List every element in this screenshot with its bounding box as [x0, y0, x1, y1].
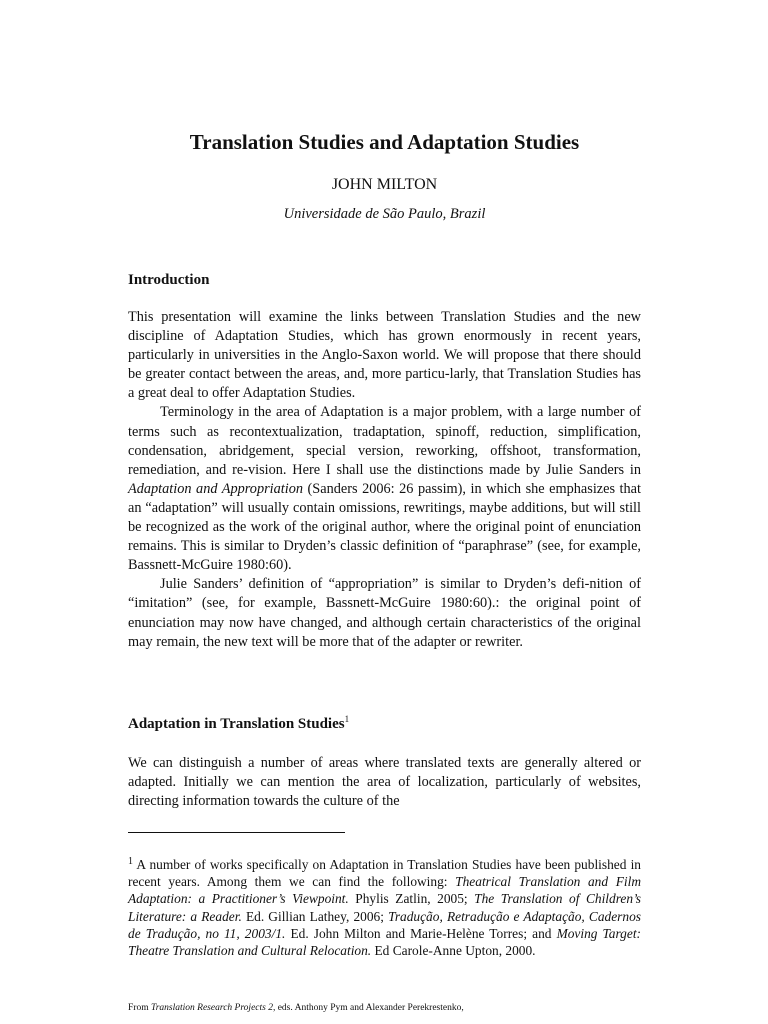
paragraph: Julie Sanders’ definition of “appropriation” is similar to Dryden’s defi-nition of “imitation” (see, for example, Bassnett-McGuire 1980:60).: the original point of enunciation may now have changed, and although certain characteristics of the original may remain, the new text will be more that of the adapter or rewriter. — [128, 576, 641, 650]
source-line — [128, 1002, 648, 1014]
adaptation-body — [128, 754, 641, 811]
footnote-work-title: Tradução, Retradução e Adaptação, Cadernos de Tradução, no 11, 2003/1. — [128, 908, 641, 941]
source-book-title: Translation Research Projects 2 — [150, 1003, 273, 1013]
paragraph-text: Terminology in the area of Adaptation is a major problem, with a large number of terms such as recontextualization, tradaptation, spinoff, reduction, simplification, condensation, abridgement, special version, reworking, offshoot, transformation, remediation, and re-vision. Here I shall use the distinctions made by Julie Sanders in — [128, 404, 641, 478]
paragraph-text: (Sanders 2006: 26 passim), in which she emphasizes that an “adaptation” will usually contain omissions, rewritings, maybe additions, but will still be recognized as the work of the original author, where the original point of enunciation remains. This is similar to Dryden’s classic definition of “paraphrase” (see, for example, Bassnett-McGuire 1980:60). — [128, 480, 641, 574]
footnote-marker: 1 — [344, 714, 350, 724]
source-text: , eds. Anthony Pym and Alexander Perekrestenko, — [272, 1003, 464, 1013]
footnote-text: A number of works specifically on Adaptation in Translation Studies have been published in recent years. Among them we can find the following: — [128, 857, 641, 890]
footnote-text: Ed. Gillian Lathey, 2006; — [241, 908, 389, 924]
author-name: JOHN MILTON — [331, 176, 438, 193]
footnote-work-title: Theatrical Translation and Film Adaptation: a Practitioner’s Viewpoint. — [128, 874, 641, 907]
paragraph: This presentation will examine the links between Translation Studies and the new discipline of Adaptation Studies, which has grown enormously in recent years, particularly in universities in the Anglo-Saxon world. We will propose that there should be greater contact between the areas, and, more particu-larly, that Translation Studies has a great deal to offer Adaptation Studies. — [128, 309, 641, 402]
footnote-separator — [128, 832, 345, 833]
introduction-body — [128, 308, 641, 652]
footnote — [128, 856, 641, 959]
footnote-work-title: The Translation of Children’s Literature: a Reader. — [128, 891, 642, 924]
footnote-text: Phylis Zatlin, 2005; — [348, 891, 475, 907]
author-affiliation: Universidade de São Paulo, Brazil — [283, 206, 486, 222]
paragraph: We can distinguish a number of areas where translated texts are generally altered or adapted. Initially we can mention the area of localization, particularly of websites, directing information towards the culture of the — [128, 755, 641, 810]
paragraph — [128, 403, 641, 575]
paper-title: Translation Studies and Adaptation Studies — [189, 130, 580, 154]
section-heading-adaptation — [128, 714, 641, 734]
heading-text: Adaptation in Translation Studies — [128, 716, 345, 732]
book-title: Adaptation and Appropriation — [128, 480, 304, 497]
footnote-text: Ed Carole-Anne Upton, 2000. — [371, 943, 536, 959]
footnote-work-title: Moving Target: Theatre Translation and Cultural Relocation. — [128, 925, 641, 959]
footnote-number: 1 — [128, 856, 133, 867]
section-heading-introduction: Introduction — [128, 272, 210, 288]
footnote-text: Ed. John Milton and Marie-Helène Torres; and — [285, 925, 557, 941]
source-text: From — [128, 1003, 151, 1013]
